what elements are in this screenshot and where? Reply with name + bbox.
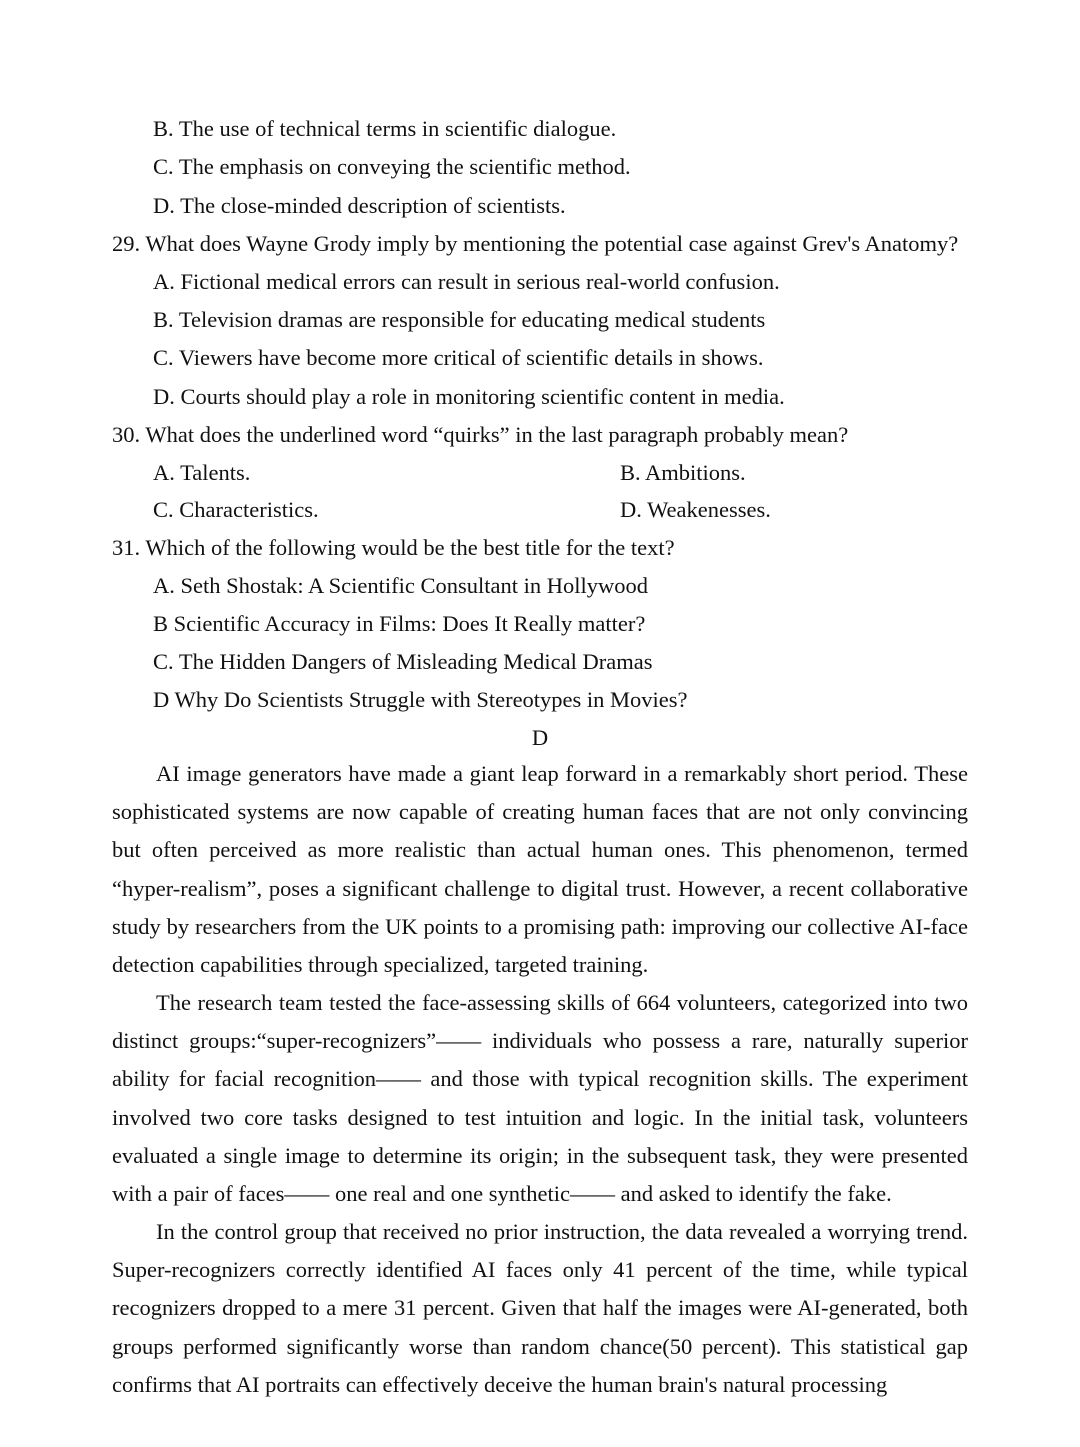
q31-option-b: B Scientific Accuracy in Films: Does It Really matter? — [153, 611, 646, 636]
passage-paragraph-1: AI image generators have made a giant leap forward in a remarkably short period. These sophisticated systems are now capable of creating human faces that are not only convincing but often perceived as more realistic than actual human ones. This phenomenon, termed “hyper-realism”, poses a significant challenge to digital trust. However, a recent collaborative study by researchers from the UK points to a promising path: improving our collective AI-face detection capabilities through specialized, targeted training. — [112, 761, 968, 978]
q29-option-a: A. Fictional medical errors can result in serious real-world confusion. — [153, 269, 780, 294]
q29-question: 29. What does Wayne Grody imply by mentioning the potential case against Grev's Anatomy? — [112, 231, 959, 256]
q28-option-d: D. The close-minded description of scientists. — [153, 193, 566, 218]
q31-option-a: A. Seth Shostak: A Scientific Consultant in Hollywood — [153, 573, 648, 598]
q31-question: 31. Which of the following would be the best title for the text? — [112, 535, 675, 560]
q29-option-c: C. Viewers have become more critical of scientific details in shows. — [153, 345, 764, 370]
q30-option-c: C. Characteristics. — [153, 497, 319, 522]
q29-option-d: D. Courts should play a role in monitoring scientific content in media. — [153, 384, 785, 409]
section-d-heading: D — [531, 725, 549, 750]
q28-option-b: B. The use of technical terms in scientific dialogue. — [153, 116, 617, 141]
q31-option-c: C. The Hidden Dangers of Misleading Medical Dramas — [153, 649, 653, 674]
q31-option-d: D Why Do Scientists Struggle with Stereotypes in Movies? — [153, 687, 688, 712]
q30-option-b: B. Ambitions. — [620, 460, 746, 485]
q30-question: 30. What does the underlined word “quirks” in the last paragraph probably mean? — [112, 422, 849, 447]
q30-option-d: D. Weakenesses. — [620, 497, 771, 522]
q29-option-b: B. Television dramas are responsible for educating medical students — [153, 307, 766, 332]
q28-option-c: C. The emphasis on conveying the scientific method. — [153, 154, 631, 179]
passage-paragraph-3: In the control group that received no prior instruction, the data revealed a worrying trend. Super-recognizers correctly identified AI faces only 41 percent of the time, while typical recognizers dropped to a mere 31 percent. Given that half the images were AI-generated, both groups performed significantly worse than random chance(50 percent). This statistical gap confirms that AI portraits can effectively deceive the human brain's natural processing — [112, 1219, 968, 1397]
passage-paragraph-2: The research team tested the face-assessing skills of 664 volunteers, categorized into two distinct groups:“super-recognizers”—— individuals who possess a rare, naturally superior ability for facial recognition—— and those with typical recognition skills. The experiment involved two core tasks designed to test intuition and logic. In the initial task, volunteers evaluated a single image to determine its origin; in the subsequent task, they were presented with a pair of faces—— one real and one synthetic—— and asked to identify the fake. — [112, 990, 968, 1207]
q30-option-a: A. Talents. — [153, 460, 251, 485]
